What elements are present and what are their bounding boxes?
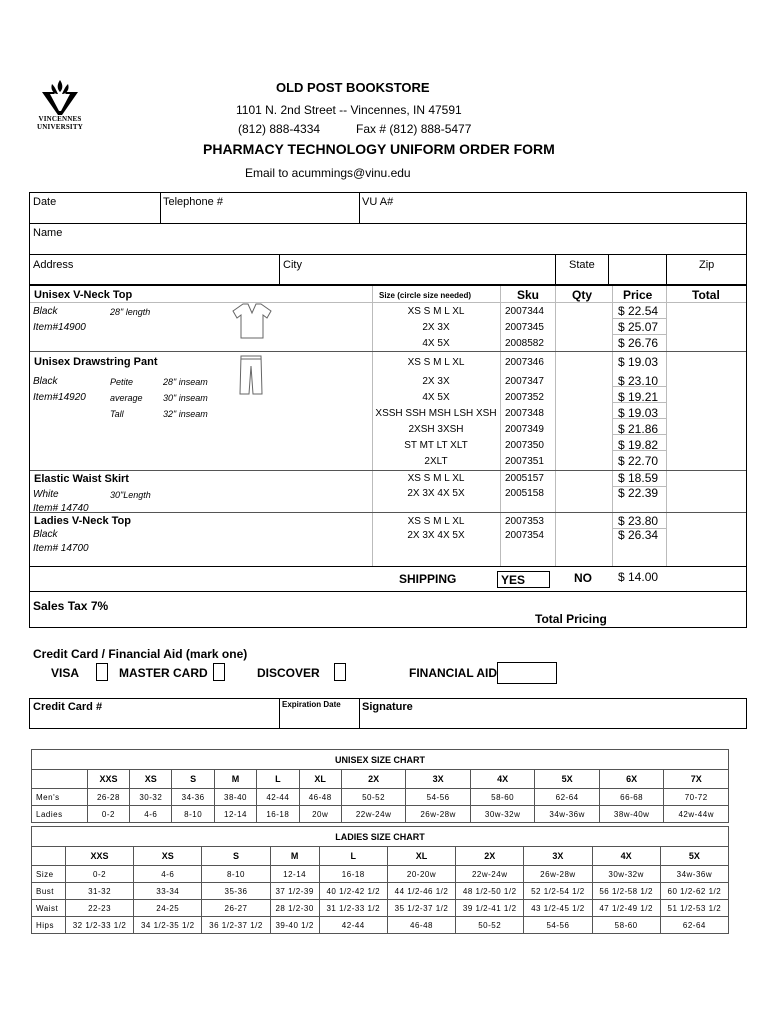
vneck-item: Item#14900 [33,322,86,333]
row-sku: 2005158 [505,488,544,499]
chart-cell: 4-6 [130,806,172,823]
chart-cell: 46-48 [387,917,455,934]
row-sku: 2007349 [505,424,544,435]
pant-fit-average: average [110,393,143,403]
row-label: Hips [32,917,66,934]
chart-cell: 35-36 [202,883,270,900]
signature-field[interactable]: Signature [362,701,413,713]
chart-cell: 12-14 [214,806,256,823]
chart-cell: 35 1/2-37 1/2 [387,900,455,917]
row-size: 2XSH 3XSH [408,424,464,435]
size-header: 4X [592,847,660,866]
expiration-field[interactable]: Expiration Date [282,700,341,709]
product-pant-name: Unisex Drawstring Pant [34,356,158,368]
logo-text: VINCENNES UNIVERSITY [37,115,83,131]
price-header: Price [623,288,653,302]
row-size: 2X 3X [422,322,450,333]
row-size: 2X 3X [422,376,450,387]
chart-cell: 0-2 [65,866,133,883]
chart-cell: 30w-32w [592,866,660,883]
chart-cell: 62-64 [535,789,600,806]
shipping-yes[interactable]: YES [501,573,526,587]
row-size: 4X 5X [422,338,450,349]
size-header: 3X [524,847,592,866]
chart-cell: 44 1/2-46 1/2 [387,883,455,900]
chart-cell: 33-34 [134,883,202,900]
chart-cell: 54-56 [524,917,592,934]
chart-cell: 8-10 [172,806,214,823]
chart-cell: 58-60 [592,917,660,934]
pant-item: Item#14920 [33,392,86,403]
row-label: Ladies [32,806,88,823]
pant-inseam-tall: 32" inseam [163,409,208,419]
pant-fit-tall: Tall [110,409,124,419]
row-label: Waist [32,900,66,917]
row-price: $ 26.34 [618,528,659,542]
chart-cell: 34w-36w [535,806,600,823]
size-header: Size (circle size needed) [379,291,472,300]
row-sku: 2007348 [505,408,544,419]
shipping-price: $ 14.00 [618,570,659,584]
chart-cell: 48 1/2-50 1/2 [456,883,524,900]
row-size: XSSH SSH MSH LSH XSH [375,408,497,419]
chart-cell: 26-28 [87,789,129,806]
form-title: PHARMACY TECHNOLOGY UNIFORM ORDER FORM [203,141,555,157]
size-header: M [214,770,256,789]
row-size: XS S M L XL [407,473,465,484]
product-ladies-name: Ladies V-Neck Top [34,515,131,527]
pant-inseam-petite: 28" inseam [163,377,208,387]
size-header: XXS [65,847,133,866]
row-size: 2XLT [424,456,448,467]
row-sku: 2007352 [505,392,544,403]
size-header: 5X [660,847,728,866]
chart-cell: 34 1/2-35 1/2 [134,917,202,934]
chart-cell: 46-48 [299,789,341,806]
chart-cell: 26w-28w [406,806,471,823]
chart-cell: 37 1/2-39 [270,883,319,900]
chart-cell: 20-20w [387,866,455,883]
skirt-length: 30"Length [110,490,151,500]
row-price: $ 23.10 [618,374,659,388]
city-field[interactable]: City [283,259,302,271]
row-label: Bust [32,883,66,900]
size-header: XL [387,847,455,866]
chart-cell: 40 1/2-42 1/2 [319,883,387,900]
row-price: $ 21.86 [618,422,659,436]
blank-cell [32,770,88,789]
vu-a-field[interactable]: VU A# [362,196,394,208]
qty-header: Qty [572,288,593,302]
chart-cell: 22w-24w [341,806,406,823]
row-label: Men's [32,789,88,806]
chart-cell: 31 1/2-33 1/2 [319,900,387,917]
pant-icon [238,354,264,396]
chart-cell: 66-68 [599,789,664,806]
row-size: ST MT LT XLT [404,440,468,451]
chart-cell: 43 1/2-45 1/2 [524,900,592,917]
total-header: Total [692,288,720,302]
size-header: XL [299,770,341,789]
address-field[interactable]: Address [33,259,74,271]
row-sku: 2007351 [505,456,544,467]
chart-cell: 16-18 [257,806,299,823]
ladies-item: Item# 14700 [33,543,89,554]
row-sku: 2007347 [505,376,544,387]
total-pricing-label: Total Pricing [535,612,607,626]
chart-cell: 58-60 [470,789,535,806]
size-header: 3X [406,770,471,789]
ladies-color: Black [33,529,58,540]
pant-fit-petite: Petite [110,377,134,387]
chart-cell: 24-25 [134,900,202,917]
chart-cell: 26-27 [202,900,270,917]
visa-label: VISA [51,666,80,680]
size-header: 2X [456,847,524,866]
chart-cell: 36 1/2-37 1/2 [202,917,270,934]
chart-cell: 22-23 [65,900,133,917]
size-header: XS [134,847,202,866]
store-name: OLD POST BOOKSTORE [276,80,430,95]
row-sku: 2008582 [505,338,544,349]
size-header: XS [130,770,172,789]
row-size: XS S M L XL [407,516,465,527]
chart-cell: 20w [299,806,341,823]
chart-cell: 30-32 [130,789,172,806]
email-line: Email to acummings@vinu.edu [245,166,411,180]
chart-cell: 30w-32w [470,806,535,823]
chart-cell: 50-52 [456,917,524,934]
row-sku: 2007353 [505,516,544,527]
university-logo [28,78,92,140]
mastercard-checkbox[interactable] [213,663,225,681]
size-header: 7X [664,770,729,789]
chart-cell: 42-44 [257,789,299,806]
vneck-top-icon [231,302,273,340]
blank-cell [32,847,66,866]
row-price: $ 25.07 [618,320,659,334]
chart-cell: 52 1/2-54 1/2 [524,883,592,900]
row-price: $ 19.82 [618,438,659,452]
financial-aid-label: FINANCIAL AID [409,666,497,680]
row-size: 4X 5X [422,392,450,403]
chart-cell: 70-72 [664,789,729,806]
state-field[interactable]: State [569,259,595,271]
financial-aid-checkbox[interactable] [497,662,557,684]
row-size: 2X 3X 4X 5X [407,488,465,499]
unisex-size-chart [31,749,729,823]
chart-cell: 16-18 [319,866,387,883]
row-sku: 2007344 [505,306,544,317]
visa-checkbox[interactable] [96,663,108,681]
vneck-color: Black [33,306,58,317]
chart-cell: 38w-40w [599,806,664,823]
row-price: $ 22.70 [618,454,659,468]
skirt-color: White [33,489,59,500]
chart-cell: 28 1/2-30 [270,900,319,917]
row-sku: 2005157 [505,473,544,484]
date-field[interactable]: Date [33,196,57,208]
sales-tax-label: Sales Tax 7% [33,599,109,613]
row-price: $ 22.39 [618,486,659,500]
chart-cell: 50-52 [341,789,406,806]
product-skirt-name: Elastic Waist Skirt [34,473,129,485]
store-fax: Fax # (812) 888-5477 [356,122,472,136]
zip-field[interactable]: Zip [699,259,715,271]
pant-inseam-average: 30" inseam [163,393,208,403]
chart-cell: 51 1/2-53 1/2 [660,900,728,917]
chart-cell: 56 1/2-58 1/2 [592,883,660,900]
row-price: $ 19.21 [618,390,659,404]
row-price: $ 26.76 [618,336,659,350]
pant-color: Black [33,376,58,387]
size-header: 6X [599,770,664,789]
chart-cell: 42-44 [319,917,387,934]
size-header: M [270,847,319,866]
row-price: $ 19.03 [618,406,659,420]
discover-checkbox[interactable] [334,663,346,681]
row-sku: 2007345 [505,322,544,333]
store-address: 1101 N. 2nd Street -- Vincennes, IN 47591 [236,103,462,117]
chart-cell: 34-36 [172,789,214,806]
chart-cell: 22w-24w [456,866,524,883]
size-header: L [319,847,387,866]
row-size: XS S M L XL [407,357,465,368]
unisex-chart-title: UNISEX SIZE CHART [32,750,729,770]
store-phone: (812) 888-4334 [238,122,321,136]
row-label: Size [32,866,66,883]
row-size: 2X 3X 4X 5X [407,530,465,541]
size-header: 4X [470,770,535,789]
size-header: 5X [535,770,600,789]
telephone-field[interactable]: Telephone # [163,196,223,208]
row-size: XS S M L XL [407,306,465,317]
chart-cell: 4-6 [134,866,202,883]
flame-v-icon [28,78,92,116]
chart-cell: 26w-28w [524,866,592,883]
card-number-field[interactable]: Credit Card # [33,701,103,713]
row-price: $ 22.54 [618,304,659,318]
row-sku: 2007350 [505,440,544,451]
row-sku: 2007354 [505,530,544,541]
chart-cell: 39-40 1/2 [270,917,319,934]
product-vneck-name: Unisex V-Neck Top [34,289,133,301]
discover-label: DISCOVER [257,666,320,680]
chart-cell: 42w-44w [664,806,729,823]
chart-cell: 38-40 [214,789,256,806]
payment-heading: Credit Card / Financial Aid (mark one) [33,647,248,661]
row-price: $ 23.80 [618,514,659,528]
ladies-chart-title: LADIES SIZE CHART [32,827,729,847]
row-price: $ 18.59 [618,471,659,485]
chart-cell: 12-14 [270,866,319,883]
chart-cell: 0-2 [87,806,129,823]
row-price: $ 19.03 [618,355,659,369]
chart-cell: 54-56 [406,789,471,806]
shipping-no[interactable]: NO [574,571,592,585]
chart-cell: 31-32 [65,883,133,900]
size-header: S [202,847,270,866]
chart-cell: 47 1/2-49 1/2 [592,900,660,917]
size-header: XXS [87,770,129,789]
chart-cell: 8-10 [202,866,270,883]
chart-cell: 32 1/2-33 1/2 [65,917,133,934]
chart-cell: 34w-36w [660,866,728,883]
chart-cell: 62-64 [660,917,728,934]
size-header: 2X [341,770,406,789]
chart-cell: 39 1/2-41 1/2 [456,900,524,917]
name-field[interactable]: Name [33,227,63,239]
ladies-size-chart [31,826,729,934]
size-header: S [172,770,214,789]
mastercard-label: MASTER CARD [119,666,208,680]
shipping-label: SHIPPING [399,572,457,586]
row-sku: 2007346 [505,357,544,368]
sku-header: Sku [517,288,540,302]
skirt-item: Item# 14740 [33,503,89,514]
size-header: L [257,770,299,789]
chart-cell: 60 1/2-62 1/2 [660,883,728,900]
vneck-length: 28" length [110,307,151,317]
